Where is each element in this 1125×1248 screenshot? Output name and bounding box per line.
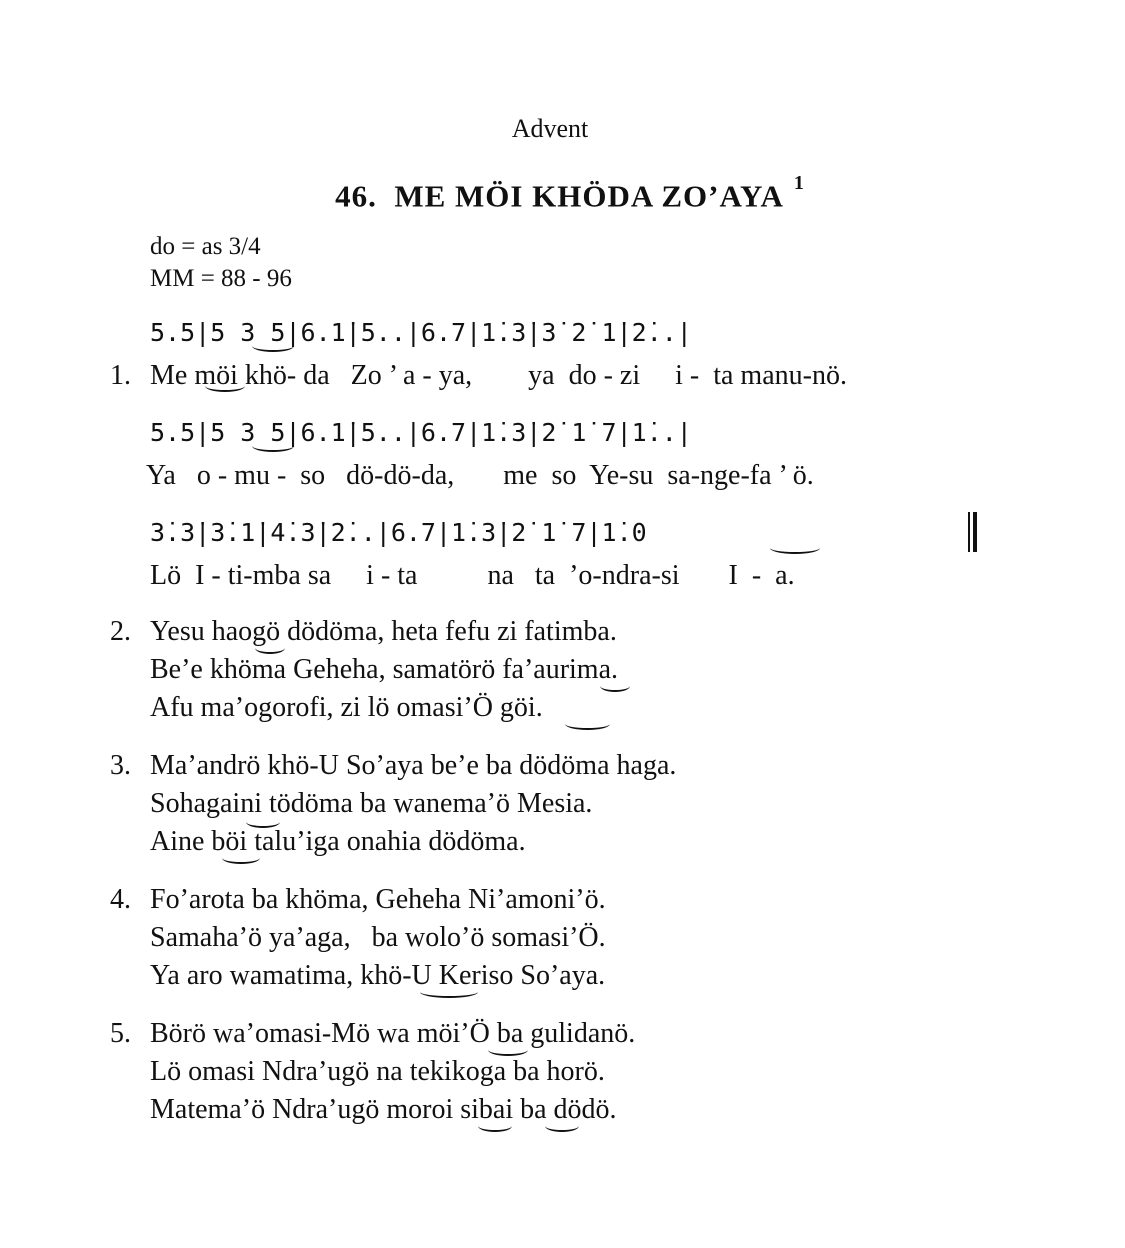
slur-mark [478,1120,512,1132]
slur-mark [770,542,820,554]
stanza-line: Be’e khöma Geheha, samatörö fa’aurima. [150,654,619,685]
lyric-line-1: Me möi khö- da Zo ’ a - ya, ya do - zi i - ta manu-nö. [150,360,847,391]
lyric-line-3: Lö I - ti-mba sa i - ta na ta ’o-ndra-si I - a. [150,560,795,591]
notation-line-1: 5.5|5 3 5|6.1̇|5..|6.7|1̇.3̇|3̇ 2̇ 1̇|2̇..| [150,318,692,347]
stanza-line: Matema’ö Ndra’ugö moroi sibai ba dödö. [150,1094,617,1125]
slur-mark [205,380,245,392]
slur-mark [252,340,294,352]
notation-line-3: 3̇.3̇|3̇.1̇|4̇.3̇|2̇..|6.7|1̇.3̇|2̇ 1̇ 7|1̇.0 [150,518,647,547]
slur-mark [255,642,285,654]
stanza-line: Ma’andrö khö-U So’aya be’e ba dödöma haga. [150,750,677,781]
stanza-line: Yesu haogö dödöma, heta fefu zi fatimba. [150,616,617,647]
slur-mark [565,718,610,730]
stanza-line: Ya aro wamatima, khö-U Keriso So’aya. [150,960,606,991]
slur-mark [252,440,294,452]
hymn-title-text: ME MÖI KHÖDA ZO’AYA [394,178,784,214]
stanza-line: Lö omasi Ndra’ugö na tekikoga ba horö. [150,1056,605,1087]
stanza-line: Aine böi talu’iga onahia dödöma. [150,826,526,857]
section-label: Advent [511,114,589,143]
key-signature: do = as 3/4 [150,233,261,260]
stanza-number: 5. [110,1018,131,1049]
final-barline [968,512,977,552]
slur-mark [420,986,478,998]
stanza-number: 3. [110,750,131,781]
hymn-number: 46. [335,178,377,214]
slur-mark [600,680,630,692]
stanza-line: Börö wa’omasi-Mö wa möi’Ö ba gulidanö. [150,1018,636,1049]
stanza-line: Samaha’ö ya’aga, ba wolo’ö somasi’Ö. [150,922,606,953]
stanza-line: Afu ma’ogorofi, zi lö omasi’Ö göi. [150,692,543,723]
stanza-line: Sohagaini tödöma ba wanema’ö Mesia. [150,788,593,819]
lyric-line-2: Ya o - mu - so dö-dö-da, me so Ye-su sa-nge-fa ’ ö. [146,460,814,491]
stanza-line: Fo’arota ba khöma, Geheha Ni’amoni’ö. [150,884,606,915]
footnote-marker: 1 [793,172,805,194]
hymn-title [0,172,1125,214]
stanza-number: 2. [110,616,131,647]
slur-mark [246,816,280,828]
tempo-marking: MM = 88 - 96 [150,265,292,292]
slur-mark [488,1044,528,1056]
notation-line-2: 5.5|5 3 5|6.1̇|5..|6.7|1̇.3̇|2̇ 1̇ 7|1̇..| [150,418,692,447]
stanza-number: 4. [110,884,131,915]
slur-mark [222,852,260,864]
verse-number-1: 1. [110,360,131,391]
slur-mark [545,1120,579,1132]
